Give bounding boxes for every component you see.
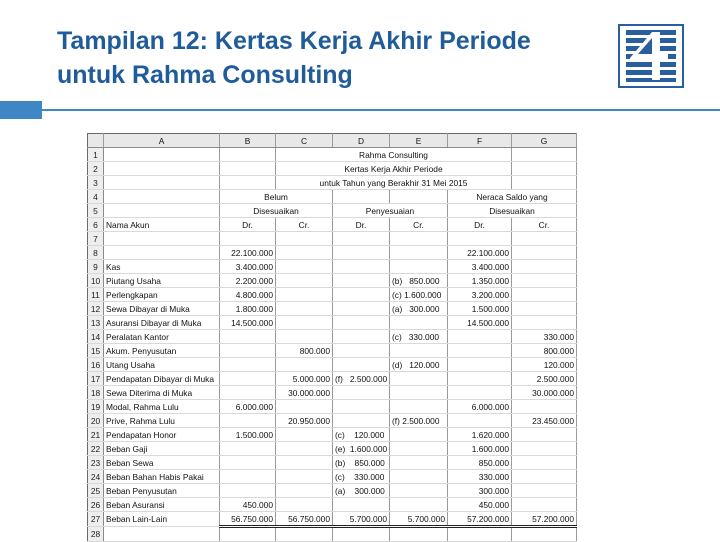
amount-cell: 57.200.000	[512, 512, 577, 527]
row-number: 21	[88, 428, 104, 442]
row-number: 7	[88, 232, 104, 246]
cell	[448, 232, 512, 246]
amount-cell	[276, 456, 333, 470]
amount-cell	[512, 470, 577, 484]
amount-cell: 3.400.000	[220, 260, 276, 274]
table-row	[88, 428, 577, 442]
table-row	[88, 232, 577, 246]
amount-cell: 1.600.000	[448, 442, 512, 456]
unadjusted-header-1: Belum	[220, 190, 333, 204]
amount-cell	[276, 316, 333, 330]
amount-cell	[512, 246, 577, 260]
amount-cell	[220, 470, 276, 484]
amount-cell: 300.000	[448, 484, 512, 498]
amount-cell	[512, 484, 577, 498]
adjustment-cell	[333, 274, 390, 288]
debit-header: Dr.	[333, 218, 390, 232]
table-row	[88, 372, 577, 386]
adjustment-cell	[390, 428, 448, 442]
amount-cell: 1.500.000	[448, 302, 512, 316]
row-number: 16	[88, 358, 104, 372]
adjustment-cell	[390, 386, 448, 400]
account-name: Kas	[104, 260, 220, 274]
cell	[220, 148, 276, 162]
table-row	[88, 484, 577, 498]
credit-header: Cr.	[390, 218, 448, 232]
account-rows	[88, 246, 577, 542]
amount-cell: 14.500.000	[448, 316, 512, 330]
table-row	[88, 512, 577, 527]
adjusted-balance-header-1: Neraca Saldo yang	[448, 190, 577, 204]
adjusted-balance-header-2: Disesuaikan	[448, 204, 577, 218]
table-row	[88, 498, 577, 512]
row-number: 17	[88, 372, 104, 386]
column-header-f[interactable]: F	[448, 134, 512, 148]
cell	[104, 190, 220, 204]
adjustment-cell	[390, 498, 448, 512]
amount-cell: 450.000	[448, 498, 512, 512]
table-row	[88, 456, 577, 470]
row-number: 5	[88, 204, 104, 218]
table-row	[88, 344, 577, 358]
column-header-a[interactable]: A	[104, 134, 220, 148]
amount-cell: 56.750.000	[276, 512, 333, 527]
credit-header: Cr.	[512, 218, 577, 232]
adjustment-cell	[390, 316, 448, 330]
account-name-header: Nama Akun	[104, 218, 220, 232]
adjustment-cell: (d) 120.000	[390, 358, 448, 372]
account-name: Perlengkapan	[104, 288, 220, 302]
cell	[220, 176, 276, 190]
amount-cell	[512, 456, 577, 470]
column-header-row	[88, 134, 577, 148]
adjustment-cell	[333, 414, 390, 428]
adjustment-cell	[390, 484, 448, 498]
account-name: Pendapatan Honor	[104, 428, 220, 442]
adjustment-cell	[333, 498, 390, 512]
table-row	[88, 274, 577, 288]
account-name: Prive, Rahma Lulu	[104, 414, 220, 428]
adjustment-cell	[333, 316, 390, 330]
amount-cell	[220, 527, 276, 542]
row-number: 25	[88, 484, 104, 498]
cell	[512, 162, 577, 176]
amount-cell	[448, 414, 512, 428]
credit-header: Cr.	[276, 218, 333, 232]
amount-cell: 30.000.000	[276, 386, 333, 400]
amount-cell: 5.000.000	[276, 372, 333, 386]
row-number: 3	[88, 176, 104, 190]
corner-cell	[88, 134, 104, 148]
table-row	[88, 316, 577, 330]
number-four-logo-icon	[618, 24, 684, 88]
amount-cell	[220, 484, 276, 498]
amount-cell	[448, 372, 512, 386]
amount-cell	[220, 442, 276, 456]
row-number: 27	[88, 512, 104, 527]
amount-cell	[448, 344, 512, 358]
adjustment-cell	[333, 246, 390, 260]
row-number: 1	[88, 148, 104, 162]
cell	[104, 176, 220, 190]
amount-cell: 22.100.000	[448, 246, 512, 260]
amount-cell	[276, 400, 333, 414]
worksheet-table	[87, 133, 577, 542]
amount-cell	[512, 302, 577, 316]
account-name: Beban Gaji	[104, 442, 220, 456]
account-name: Beban Asuransi	[104, 498, 220, 512]
adjustment-cell	[390, 372, 448, 386]
amount-cell: 57.200.000	[448, 512, 512, 527]
amount-cell	[512, 400, 577, 414]
adjustment-cell: (a) 300.000	[390, 302, 448, 316]
amount-cell: 1.500.000	[220, 428, 276, 442]
table-row	[88, 442, 577, 456]
amount-cell: 330.000	[448, 470, 512, 484]
amount-cell	[276, 484, 333, 498]
amount-cell	[512, 316, 577, 330]
amount-cell	[276, 288, 333, 302]
debit-header: Dr.	[448, 218, 512, 232]
adjustment-cell	[390, 400, 448, 414]
amount-cell	[512, 274, 577, 288]
amount-cell	[448, 330, 512, 344]
cell	[220, 232, 276, 246]
cell	[390, 232, 448, 246]
table-row	[88, 204, 577, 218]
amount-cell: 2.500.000	[512, 372, 577, 386]
amount-cell: 120.000	[512, 358, 577, 372]
amount-cell	[512, 527, 577, 542]
amount-cell: 4.800.000	[220, 288, 276, 302]
slide-title	[57, 24, 617, 92]
amount-cell	[276, 302, 333, 316]
accent-bar	[0, 101, 42, 119]
row-number: 12	[88, 302, 104, 316]
adjustment-cell: (b) 850.000	[390, 274, 448, 288]
amount-cell	[276, 498, 333, 512]
adjustments-header: Penyesuaian	[333, 204, 448, 218]
adjustment-cell: (b) 850.000	[333, 456, 390, 470]
account-name: Asuransi Dibayar di Muka	[104, 316, 220, 330]
account-name: Akum. Penyusutan	[104, 344, 220, 358]
row-number: 15	[88, 344, 104, 358]
adjustment-cell	[333, 330, 390, 344]
adjustment-cell	[333, 527, 390, 542]
adjustment-cell: (c) 1.600.000	[390, 288, 448, 302]
column-header-d[interactable]: D	[333, 134, 390, 148]
adjustment-cell	[333, 358, 390, 372]
account-name: Beban Lain-Lain	[104, 512, 220, 527]
amount-cell	[220, 456, 276, 470]
slide-title-line-2: untuk Rahma Consulting	[57, 61, 353, 89]
cell	[512, 176, 577, 190]
row-number: 13	[88, 316, 104, 330]
table-row	[88, 414, 577, 428]
amount-cell: 3.400.000	[448, 260, 512, 274]
row-number: 28	[88, 527, 104, 542]
row-number: 22	[88, 442, 104, 456]
divider-line	[42, 109, 720, 111]
amount-cell: 6.000.000	[448, 400, 512, 414]
amount-cell	[512, 288, 577, 302]
adjustment-cell	[333, 288, 390, 302]
column-header-g[interactable]: G	[512, 134, 577, 148]
amount-cell	[448, 527, 512, 542]
account-name	[104, 527, 220, 542]
cell	[104, 204, 220, 218]
amount-cell	[276, 274, 333, 288]
adjustment-cell: (a) 300.000	[333, 484, 390, 498]
row-number: 2	[88, 162, 104, 176]
amount-cell: 6.000.000	[220, 400, 276, 414]
column-header-b[interactable]: B	[220, 134, 276, 148]
account-name: Peralatan Kantor	[104, 330, 220, 344]
amount-cell	[276, 330, 333, 344]
column-header-c[interactable]: C	[276, 134, 333, 148]
cell	[104, 162, 220, 176]
adjustment-cell	[333, 302, 390, 316]
adjustment-cell	[390, 527, 448, 542]
amount-cell	[276, 260, 333, 274]
account-name: Utang Usaha	[104, 358, 220, 372]
amount-cell	[220, 372, 276, 386]
amount-cell	[512, 428, 577, 442]
table-row	[88, 386, 577, 400]
amount-cell	[276, 527, 333, 542]
adjustment-cell: 5.700.000	[390, 512, 448, 527]
amount-cell: 56.750.000	[220, 512, 276, 527]
amount-cell	[448, 386, 512, 400]
table-row	[88, 260, 577, 274]
adjustment-cell	[390, 470, 448, 484]
table-row	[88, 148, 577, 162]
table-row	[88, 246, 577, 260]
amount-cell: 1.620.000	[448, 428, 512, 442]
table-row	[88, 330, 577, 344]
amount-cell: 2.200.000	[220, 274, 276, 288]
adjustment-cell	[333, 260, 390, 274]
amount-cell	[512, 260, 577, 274]
cell	[512, 148, 577, 162]
adjustment-cell: 5.700.000	[333, 512, 390, 527]
adjustment-cell: (f) 2.500.000	[333, 372, 390, 386]
row-number: 9	[88, 260, 104, 274]
account-name: Pendapatan Dibayar di Muka	[104, 372, 220, 386]
row-number: 14	[88, 330, 104, 344]
amount-cell: 30.000.000	[512, 386, 577, 400]
adjustment-cell: (f) 2.500.000	[390, 414, 448, 428]
adjustment-cell	[333, 344, 390, 358]
unadjusted-header-2: Disesuaikan	[220, 204, 333, 218]
table-row	[88, 218, 577, 232]
amount-cell	[220, 386, 276, 400]
adjustment-cell	[390, 442, 448, 456]
period-label: untuk Tahun yang Berakhir 31 Mei 2015	[276, 176, 512, 190]
account-name: Sewa Dibayar di Muka	[104, 302, 220, 316]
amount-cell: 330.000	[512, 330, 577, 344]
table-row	[88, 527, 577, 542]
table-row	[88, 288, 577, 302]
row-number: 18	[88, 386, 104, 400]
adjustment-cell: (c) 330.000	[390, 330, 448, 344]
cell	[390, 190, 448, 204]
amount-cell	[220, 414, 276, 428]
adjustment-cell	[390, 344, 448, 358]
row-number: 6	[88, 218, 104, 232]
cell	[333, 232, 390, 246]
row-number: 23	[88, 456, 104, 470]
account-name: Modal, Rahma Lulu	[104, 400, 220, 414]
row-number: 4	[88, 190, 104, 204]
adjustment-cell: (c) 330.000	[333, 470, 390, 484]
amount-cell	[276, 442, 333, 456]
row-number: 24	[88, 470, 104, 484]
amount-cell	[512, 442, 577, 456]
amount-cell	[276, 358, 333, 372]
amount-cell	[448, 358, 512, 372]
adjustment-cell	[333, 386, 390, 400]
table-row	[88, 176, 577, 190]
cell	[104, 148, 220, 162]
amount-cell: 800.000	[276, 344, 333, 358]
account-name: Sewa Diterima di Muka	[104, 386, 220, 400]
slide-title-line-1: Tampilan 12: Kertas Kerja Akhir Periode	[57, 27, 531, 55]
table-row	[88, 358, 577, 372]
amount-cell	[220, 330, 276, 344]
amount-cell: 22.100.000	[220, 246, 276, 260]
table-row	[88, 162, 577, 176]
account-name	[104, 246, 220, 260]
amount-cell	[220, 358, 276, 372]
row-number: 8	[88, 246, 104, 260]
company-name: Rahma Consulting	[276, 148, 512, 162]
account-name: Beban Sewa	[104, 456, 220, 470]
table-row	[88, 470, 577, 484]
adjustment-cell: (c) 120.000	[333, 428, 390, 442]
row-number: 10	[88, 274, 104, 288]
adjustment-cell	[333, 400, 390, 414]
amount-cell	[220, 344, 276, 358]
amount-cell	[276, 470, 333, 484]
amount-cell	[512, 498, 577, 512]
row-number: 26	[88, 498, 104, 512]
amount-cell	[276, 246, 333, 260]
amount-cell: 1.800.000	[220, 302, 276, 316]
amount-cell	[276, 428, 333, 442]
table-row	[88, 400, 577, 414]
cell	[220, 162, 276, 176]
amount-cell: 20.950.000	[276, 414, 333, 428]
cell	[512, 232, 577, 246]
table-row	[88, 302, 577, 316]
row-number: 20	[88, 414, 104, 428]
adjustment-cell	[390, 456, 448, 470]
adjustment-cell	[390, 260, 448, 274]
row-number: 11	[88, 288, 104, 302]
amount-cell: 1.350.000	[448, 274, 512, 288]
document-title: Kertas Kerja Akhir Periode	[276, 162, 512, 176]
adjustment-cell	[390, 246, 448, 260]
account-name: Beban Penyusutan	[104, 484, 220, 498]
cell	[104, 232, 220, 246]
cell	[333, 190, 390, 204]
amount-cell: 800.000	[512, 344, 577, 358]
account-name: Piutang Usaha	[104, 274, 220, 288]
table-row	[88, 190, 577, 204]
amount-cell: 14.500.000	[220, 316, 276, 330]
cell	[276, 232, 333, 246]
row-number: 19	[88, 400, 104, 414]
amount-cell: 450.000	[220, 498, 276, 512]
amount-cell: 850.000	[448, 456, 512, 470]
column-header-e[interactable]: E	[390, 134, 448, 148]
debit-header: Dr.	[220, 218, 276, 232]
amount-cell: 23.450.000	[512, 414, 577, 428]
amount-cell: 3.200.000	[448, 288, 512, 302]
adjustment-cell: (e) 1.600.000	[333, 442, 390, 456]
account-name: Beban Bahan Habis Pakai	[104, 470, 220, 484]
